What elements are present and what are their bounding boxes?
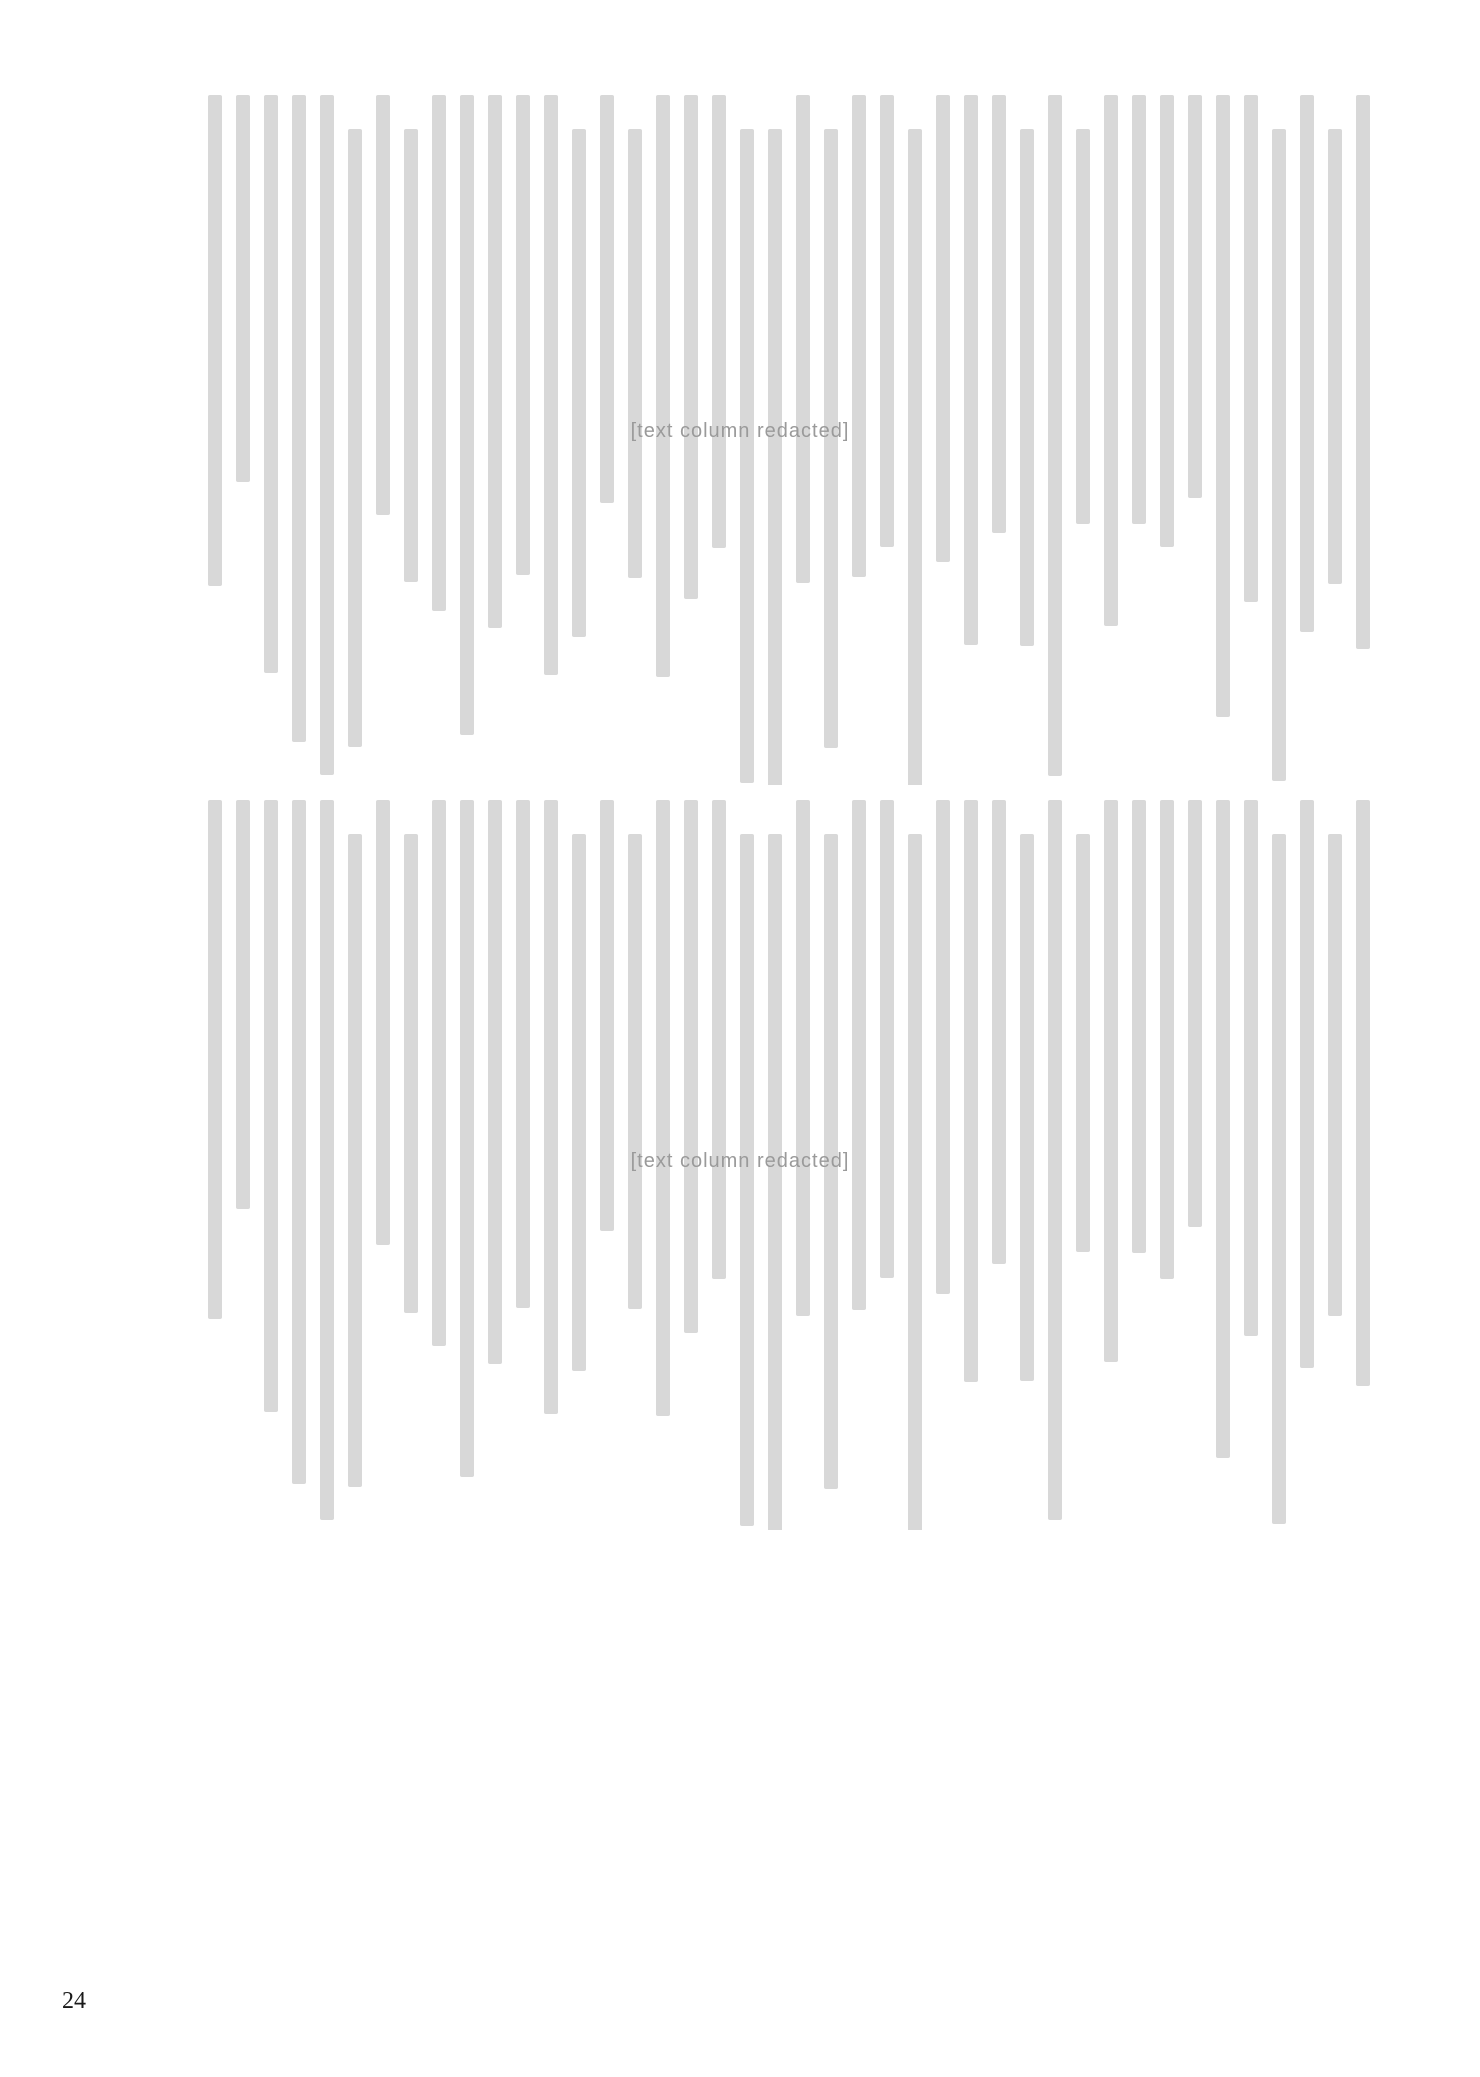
redaction-notice: [text column redacted] (630, 1150, 850, 1172)
redacted-text-column (852, 800, 866, 1310)
redacted-text-column (936, 800, 950, 1294)
page-number: 24 (62, 1988, 86, 2014)
redacted-text-column (292, 800, 306, 1484)
redacted-text-column (1188, 800, 1202, 1227)
redacted-text-column (600, 800, 614, 1231)
redacted-text-column (796, 800, 810, 1316)
redacted-text-column (1216, 95, 1230, 717)
redacted-text-column (684, 800, 698, 1333)
redacted-text-column (796, 95, 810, 583)
redacted-text-column (1356, 800, 1370, 1386)
redacted-text-column (964, 800, 978, 1382)
redacted-text-column (348, 834, 362, 1487)
redacted-text-column (628, 834, 642, 1309)
redacted-text-column (1104, 800, 1118, 1362)
redacted-text-column (1048, 95, 1062, 776)
redacted-text-column (656, 800, 670, 1416)
redacted-text-column (1076, 129, 1090, 524)
redacted-text-column (992, 800, 1006, 1264)
redacted-text-column (1300, 800, 1314, 1368)
redacted-text-column (1132, 800, 1146, 1253)
redacted-text-column (376, 800, 390, 1245)
redacted-text-column (600, 95, 614, 503)
redacted-text-column (964, 95, 978, 645)
redacted-text-column (628, 129, 642, 578)
redacted-text-column (460, 95, 474, 735)
redacted-text-column (404, 129, 418, 582)
redacted-text-column (1244, 95, 1258, 602)
redacted-text-column (264, 95, 278, 673)
redacted-text-column (516, 95, 530, 575)
redacted-text-column (208, 95, 222, 586)
redacted-text-column (1272, 129, 1286, 781)
redaction-notice: [text column redacted] (630, 420, 850, 442)
redacted-text-column (376, 95, 390, 515)
redacted-text-column (712, 800, 726, 1279)
redacted-text-column (1160, 800, 1174, 1279)
redacted-text-column (880, 95, 894, 547)
redacted-text-column (432, 95, 446, 611)
redacted-text-column (404, 834, 418, 1313)
redacted-text-column (768, 834, 782, 1530)
redacted-text-column (320, 800, 334, 1520)
redacted-text-column (852, 95, 866, 577)
redacted-text-column (880, 800, 894, 1278)
redacted-text-column (908, 129, 922, 785)
redacted-text-column (208, 800, 222, 1319)
redacted-text-column (1272, 834, 1286, 1524)
redacted-text-column (1076, 834, 1090, 1252)
redacted-text-column (1020, 129, 1034, 646)
redacted-text-column (740, 129, 754, 783)
redacted-text-column (1104, 95, 1118, 626)
redacted-text-column (488, 95, 502, 628)
redacted-text-column (572, 834, 586, 1371)
redacted-text-column (712, 95, 726, 548)
redacted-text-column (1328, 129, 1342, 584)
redacted-text-column (488, 800, 502, 1364)
redacted-text-column (1020, 834, 1034, 1381)
redacted-text-column (1048, 800, 1062, 1520)
redacted-text-column (684, 95, 698, 599)
redacted-text-column (320, 95, 334, 775)
redacted-text-column (544, 95, 558, 675)
redacted-text-column (768, 129, 782, 785)
redacted-text-column (572, 129, 586, 637)
redacted-text-column (348, 129, 362, 747)
redacted-text-column (908, 834, 922, 1530)
redacted-text-column (656, 95, 670, 677)
redacted-text-column (264, 800, 278, 1412)
redacted-text-column (936, 95, 950, 562)
redacted-text-column (1244, 800, 1258, 1336)
redacted-text-column (992, 95, 1006, 533)
redacted-text-column (1328, 834, 1342, 1316)
redacted-text-column (1216, 800, 1230, 1458)
redacted-text-column (1356, 95, 1370, 649)
redacted-text-column (432, 800, 446, 1346)
redacted-text-column (460, 800, 474, 1477)
redacted-text-column (1132, 95, 1146, 524)
redacted-text-column (236, 800, 250, 1209)
redacted-text-column (1300, 95, 1314, 632)
redacted-text-column (544, 800, 558, 1414)
redacted-text-column (740, 834, 754, 1526)
redacted-text-column (516, 800, 530, 1308)
redacted-text-column (292, 95, 306, 742)
redacted-text-column (1160, 95, 1174, 547)
redacted-text-column (236, 95, 250, 482)
redacted-text-column (1188, 95, 1202, 498)
